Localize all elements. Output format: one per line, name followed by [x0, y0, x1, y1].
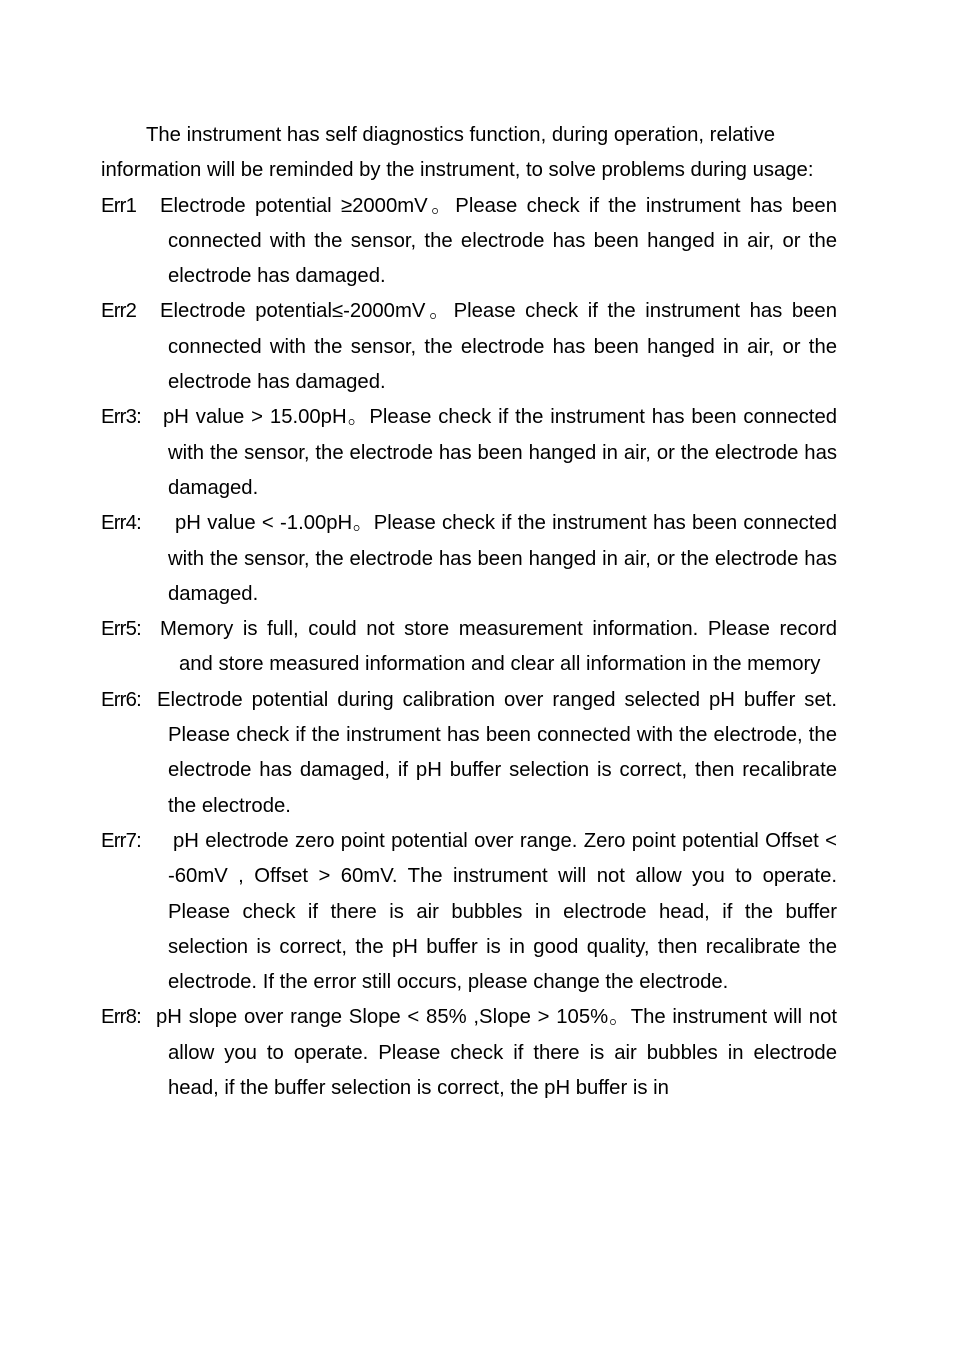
error-description-first-line: pH value > 15.00pH。Please check if the instrument has been — [163, 406, 737, 429]
error-description-continuation: connected with the sensor, the electrode has been hanged in air, or the electrode has damaged. — [168, 512, 837, 605]
error-entry-4 — [101, 506, 837, 612]
error-description-continuation: connected with the sensor, the electrode has been hanged in air, or the electrode has damaged. — [168, 406, 837, 499]
error-description — [156, 1000, 837, 1106]
error-code: Err6: — [101, 688, 141, 711]
error-description — [160, 294, 837, 400]
error-code: Err2 — [101, 300, 137, 323]
error-code: Err1 — [101, 194, 137, 217]
error-description-continuation: not allow you to operate. Please check if there is air bubbles in electrode head, if the buffer selection is correct, the pH buffer is in — [168, 1006, 837, 1100]
error-entry-6 — [101, 683, 837, 824]
error-description-first-line: pH value < -1.00pH。Please check if the instrument has been — [175, 512, 738, 535]
error-description-first-line: Electrode potential≤-2000mV。Please check if the instrument has — [160, 300, 783, 323]
error-description-continuation: Offset < -60mV , Offset > 60mV. The instrument will not allow you to operate. Please check if there is air bubbles in electrode head, if the buffer selection is correct, the pH buffer is in good quality, then recalibrate the electrode. If the error still occurs, please change the electrode. — [168, 829, 837, 994]
error-description — [157, 683, 837, 824]
error-description-continuation: been connected with the sensor, the electrode has been hanged in air, or the electrode has damaged. — [168, 300, 837, 394]
error-description-continuation: set. Please check if the instrument has been connected with the electrode, the electrode has damaged, if pH buffer selection is correct, then recalibrate the electrode. — [168, 688, 837, 817]
error-code: Err3: — [101, 406, 141, 429]
error-entry-3 — [101, 400, 837, 506]
error-list — [101, 189, 837, 1107]
error-description — [168, 506, 837, 612]
error-description — [163, 400, 837, 506]
error-code: Err5: — [101, 618, 141, 641]
error-description-first-line: pH slope over range Slope < 85% ,Slope > 105%。The instrument will — [156, 1006, 803, 1029]
error-description-first-line: pH electrode zero point potential over range. Zero point potential — [173, 829, 759, 852]
error-code: Err8: — [101, 1006, 141, 1029]
document-page — [101, 118, 837, 1106]
error-description — [168, 824, 837, 1000]
error-description — [160, 189, 837, 295]
intro-paragraph: The instrument has self diagnostics function, during operation, relative information will be reminded by the instrument, to solve problems during usage: — [101, 124, 814, 182]
error-entry-7 — [101, 824, 837, 1000]
error-entry-1 — [101, 189, 837, 295]
error-description-continuation: been connected with the sensor, the electrode has been hanged in air, or the electrode has damaged. — [168, 194, 837, 288]
error-entry-2 — [101, 294, 837, 400]
error-description — [160, 612, 837, 683]
error-description-first-line: Electrode potential ≥2000mV。Please check if the instrument has — [160, 194, 783, 217]
error-description-first-line: Memory is full, could not store measurement information. Please — [160, 618, 770, 641]
error-description-continuation: record and store measured information and clear all information in the memory — [179, 618, 837, 676]
error-entry-5 — [101, 612, 837, 683]
error-code: Err7: — [101, 829, 141, 852]
error-description-first-line: Electrode potential during calibration over ranged selected pH buffer — [157, 688, 796, 711]
error-code: Err4: — [101, 512, 141, 535]
error-entry-8 — [101, 1000, 837, 1106]
